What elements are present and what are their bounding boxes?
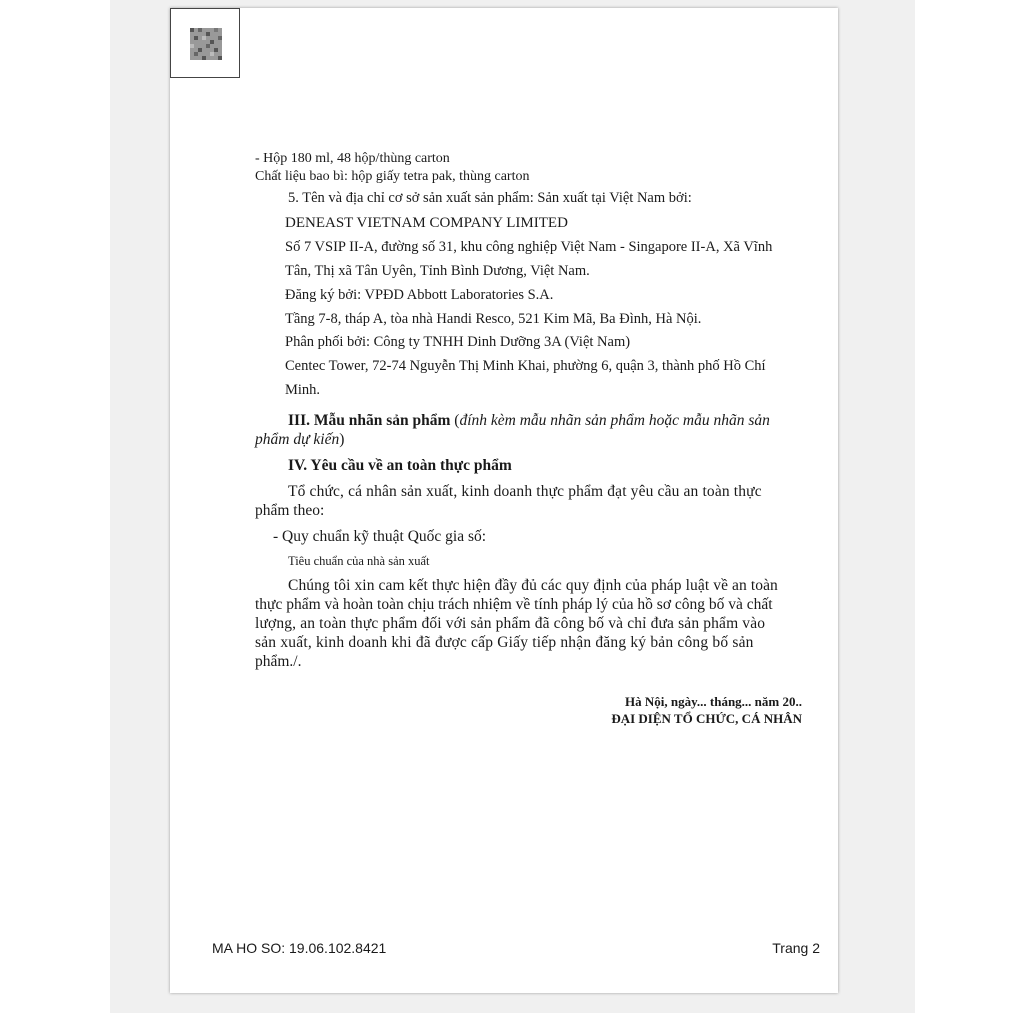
section-3-note-open: ( [450,412,460,429]
packaging-line-1: - Hộp 180 ml, 48 hộp/thùng carton [255,151,450,166]
commitment-line-5: phẩm./. [255,653,302,670]
packaging-line-2: Chất liệu bao bì: hộp giấy tetra pak, thùng carton [255,169,530,184]
qr-code-box [170,8,240,78]
section-3-note-line-1: đính kèm mẫu nhãn sản phẩm hoặc mẫu nhãn sản [459,412,770,429]
distributor-address-line-1: Centec Tower, 72-74 Nguyễn Thị Minh Khai, phường 6, quận 3, thành phố Hồ Chí [285,358,766,374]
signature-representative: ĐẠI DIỆN TỔ CHỨC, CÁ NHÂN [611,711,802,726]
regulation-label: - Quy chuẩn kỹ thuật Quốc gia số: [273,528,487,545]
commitment-line-3: lượng, an toàn thực phẩm đối với sản phẩm đã công bố và chỉ đưa sản phẩm vào [255,615,766,632]
signature-date-line: Hà Nội, ngày... tháng... năm 20.. [625,694,802,709]
section-4-intro-line-2: phẩm theo: [255,502,325,519]
registered-by: Đăng ký bởi: VPĐD Abbott Laboratories S.A. [285,287,554,303]
standard-text: Tiêu chuẩn của nhà sản xuất [288,554,430,568]
distributor-address-line-2: Minh. [285,382,321,398]
section-4-intro-line-1: Tổ chức, cá nhân sản xuất, kinh doanh thực phẩm đạt yêu cầu an toàn thực [288,483,762,500]
qr-code-icon [190,28,222,60]
section-3-note-close: ) [339,431,345,448]
manufacturer-address-line-1: Số 7 VSIP II-A, đường số 31, khu công nghiệp Việt Nam - Singapore II-A, Xã Vĩnh [285,239,773,255]
manufacturer-address-line-2: Tân, Thị xã Tân Uyên, Tỉnh Bình Dương, Việt Nam. [285,263,590,279]
manufacturer-company: DENEAST VIETNAM COMPANY LIMITED [285,215,568,231]
dossier-code: MA HO SO: 19.06.102.8421 [212,940,387,956]
section-4-title: IV. Yêu cầu về an toàn thực phẩm [288,457,512,474]
manufacturer-heading: 5. Tên và địa chỉ cơ sở sản xuất sản phẩm: Sản xuất tại Việt Nam bởi: [288,190,692,206]
commitment-line-2: thực phẩm và hoàn toàn chịu trách nhiệm về tính pháp lý của hồ sơ công bố và chất [255,596,773,613]
commitment-line-4: sản xuất, kinh doanh khi đã được cấp Giấy tiếp nhận đăng ký bản công bố sản [255,634,754,651]
section-3-title: III. Mẫu nhãn sản phẩm [288,412,451,429]
page-number: Trang 2 [772,940,820,956]
section-3-line-1 [288,412,770,430]
commitment-line-1: Chúng tôi xin cam kết thực hiện đầy đủ các quy định của pháp luật về an toàn [288,577,778,594]
distributed-by: Phân phối bởi: Công ty TNHH Dinh Dưỡng 3A (Việt Nam) [285,334,631,350]
section-3-line-2 [255,431,344,449]
document-page [170,8,838,993]
registered-address: Tầng 7-8, tháp A, tòa nhà Handi Resco, 521 Kim Mã, Ba Đình, Hà Nội. [285,311,702,327]
section-3-note-line-2: phẩm dự kiến [255,431,340,448]
